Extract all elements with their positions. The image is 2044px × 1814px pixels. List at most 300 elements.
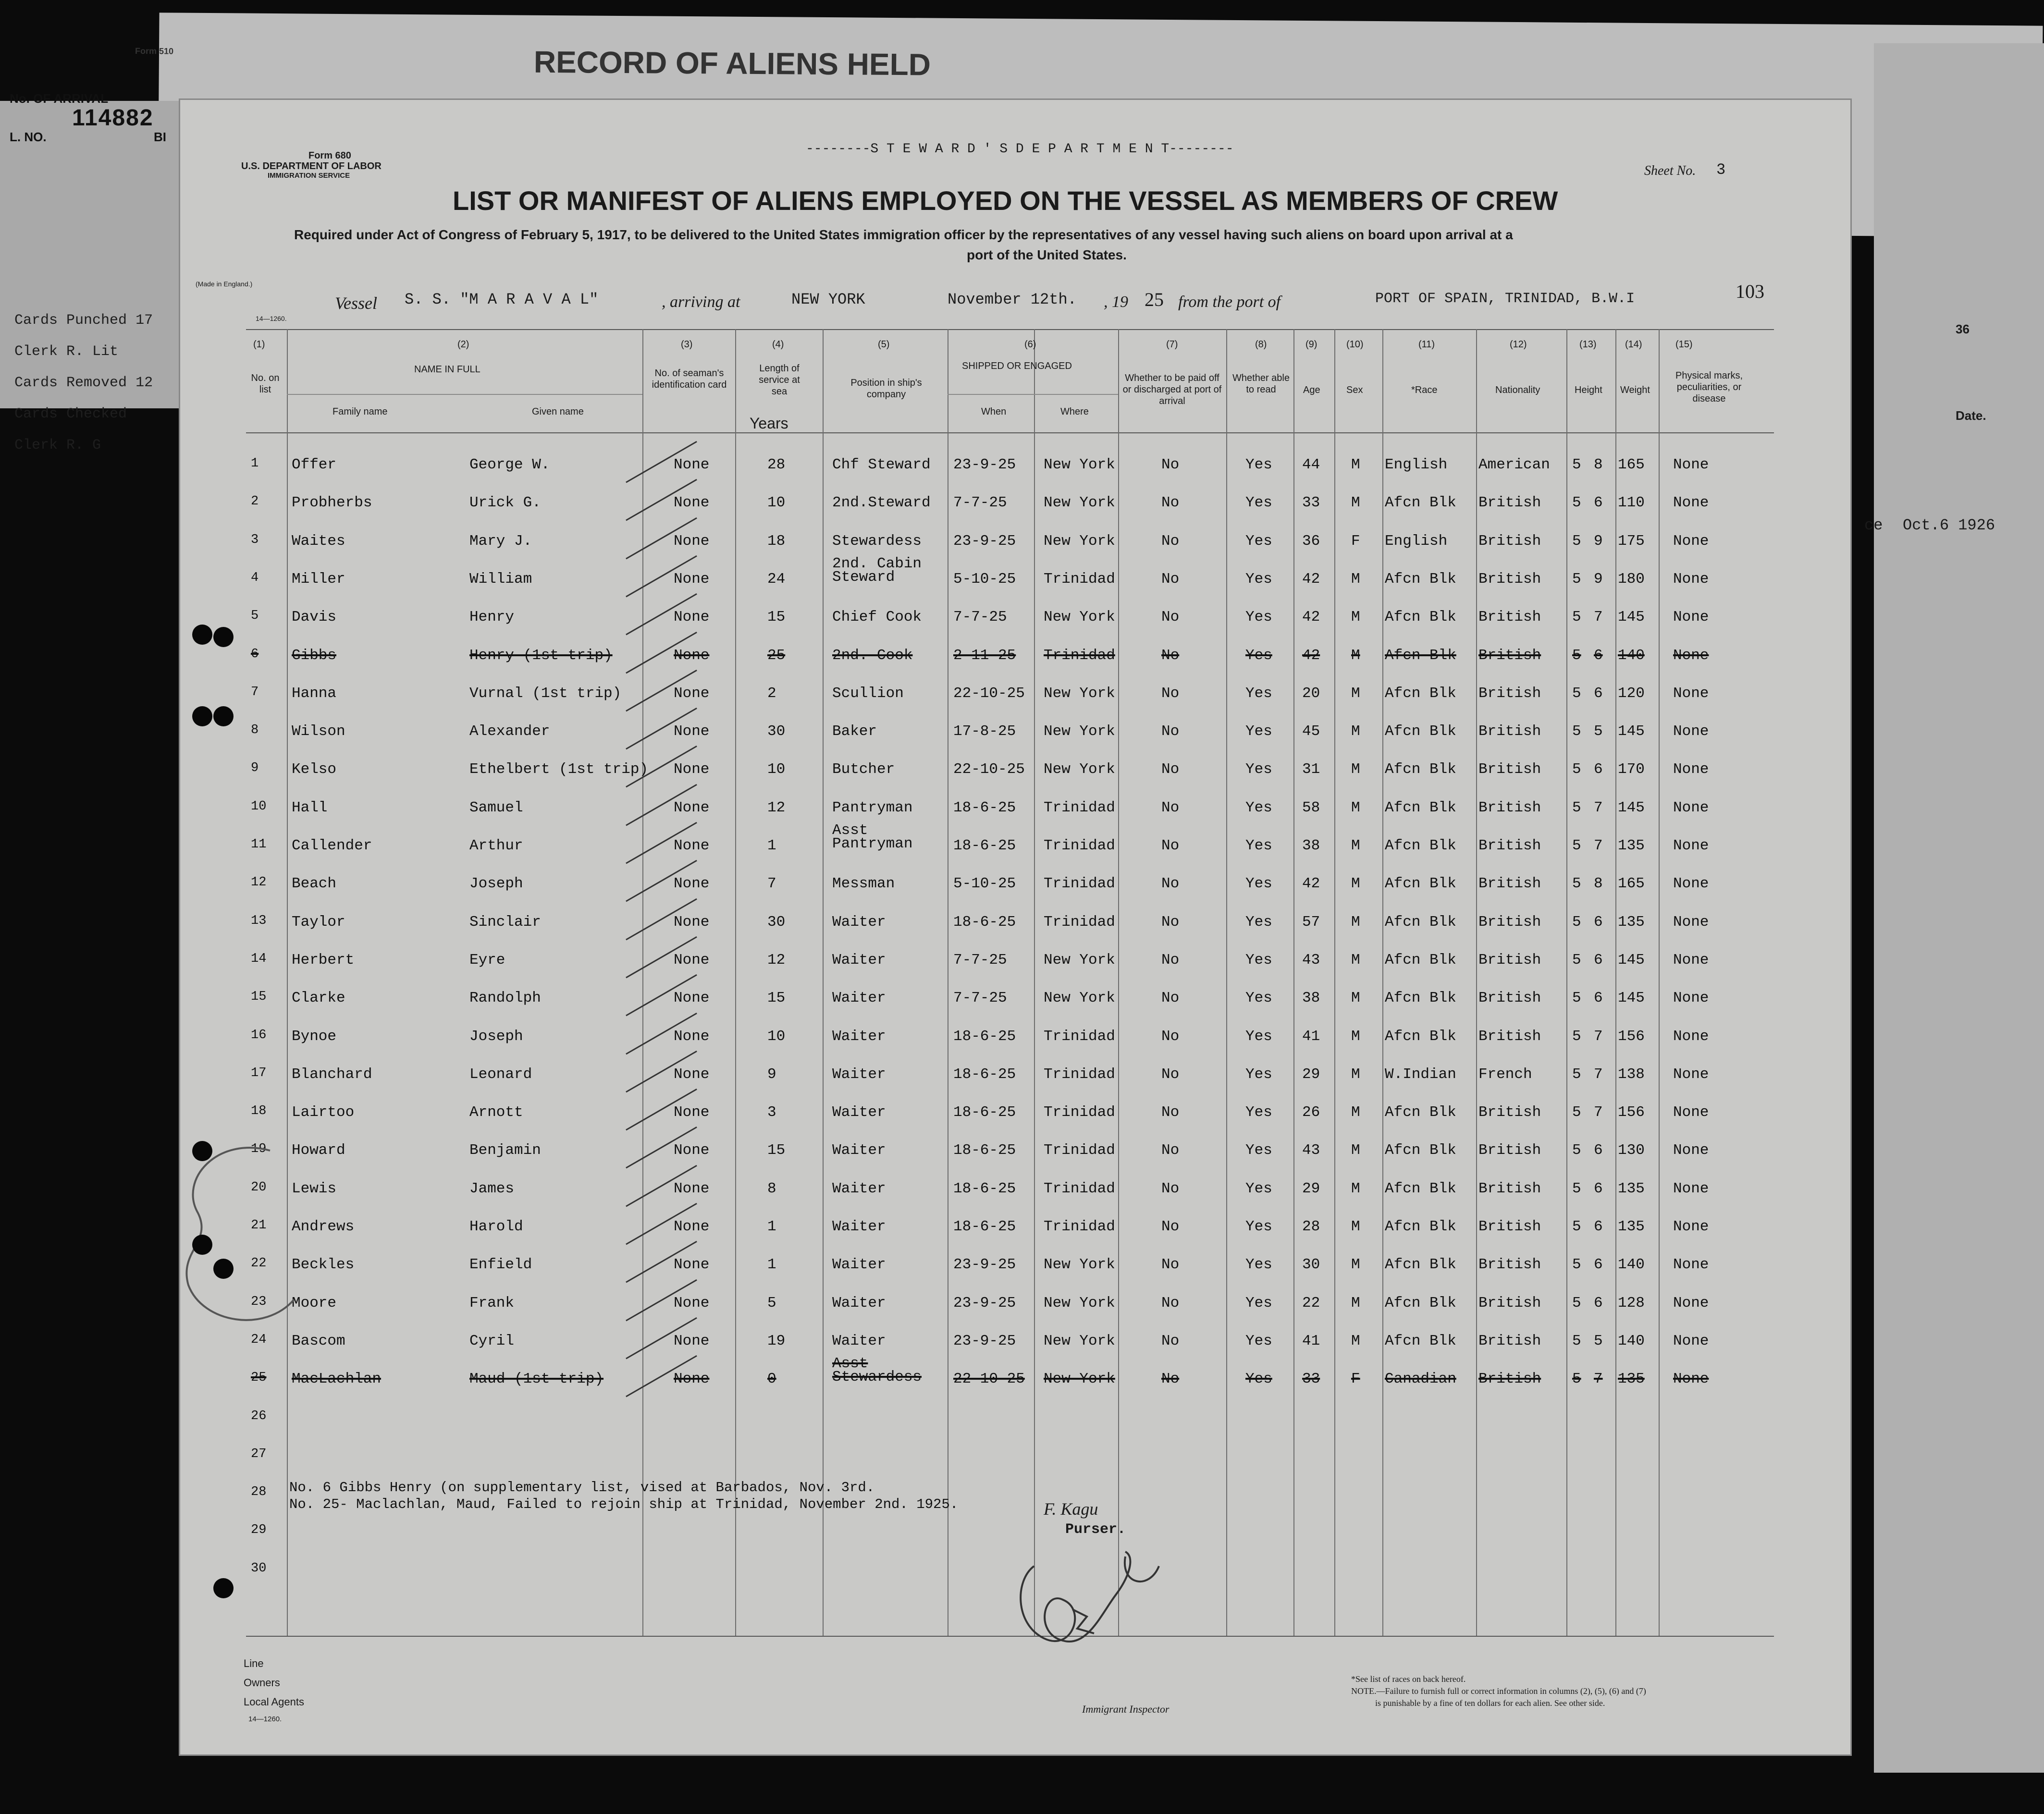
shipped-where: New York — [1044, 761, 1115, 778]
height-feet: 5 — [1572, 837, 1581, 854]
service-years: 10 — [767, 494, 786, 512]
weight: 145 — [1618, 951, 1645, 968]
position: Waiter — [832, 951, 886, 968]
physical-marks: None — [1673, 456, 1709, 473]
able-to-read: Yes — [1245, 761, 1272, 778]
height-inches: 6 — [1594, 913, 1603, 931]
nationality: British — [1478, 1180, 1541, 1197]
col-num: (7) — [1166, 339, 1178, 350]
col-caption-age: Age — [1303, 385, 1320, 395]
position: Pantryman — [832, 799, 913, 816]
shipped-where: New York — [1044, 951, 1115, 968]
weight: 156 — [1618, 1104, 1645, 1121]
shipped-when: 18-6-25 — [953, 913, 1016, 931]
position: Waiter — [832, 1218, 886, 1235]
year: 25 — [1145, 289, 1164, 310]
height-inches: 8 — [1594, 875, 1603, 893]
col-caption-where: Where — [1060, 406, 1089, 417]
row-no: 28 — [251, 1485, 267, 1500]
card-row-value: 12 — [135, 375, 153, 391]
service-years: 19 — [767, 1332, 786, 1349]
made-in-label: (Made in England.) — [196, 280, 253, 288]
row-no: 15 — [251, 990, 267, 1005]
family-name: Andrews — [292, 1218, 355, 1235]
position: Waiter — [832, 1142, 886, 1159]
col-num: (4) — [772, 339, 784, 350]
col-rule — [1566, 329, 1567, 1636]
height-feet: 5 — [1572, 990, 1581, 1007]
family-name: Clarke — [292, 990, 345, 1007]
nationality: British — [1478, 1332, 1541, 1349]
position: 2nd. Cook — [832, 647, 913, 664]
sheet-label: Sheet No. — [1644, 163, 1696, 178]
sex: M — [1351, 875, 1360, 893]
race: Afcn Blk — [1385, 761, 1456, 778]
height-inches: 7 — [1594, 1066, 1603, 1083]
physical-marks: None — [1673, 1294, 1709, 1311]
given-name: Joseph — [469, 1028, 523, 1045]
shipped-when: 7-7-25 — [953, 609, 1007, 626]
col-num: (8) — [1255, 339, 1267, 350]
age: 45 — [1302, 723, 1320, 740]
year-prefix: , 19 — [1104, 293, 1128, 311]
race: Afcn Blk — [1385, 799, 1456, 816]
service-years: 15 — [767, 990, 786, 1007]
arrival-date: November 12th. — [948, 291, 1077, 308]
nationality: British — [1478, 609, 1541, 626]
height-inches: 6 — [1594, 1256, 1603, 1274]
paid-off: No — [1161, 990, 1180, 1007]
age: 28 — [1302, 1218, 1320, 1235]
row-no: 7 — [251, 685, 259, 699]
shipped-where: New York — [1044, 1294, 1115, 1311]
height-inches: 6 — [1594, 1180, 1603, 1197]
given-name: Randolph — [469, 990, 541, 1007]
row-no: 16 — [251, 1028, 267, 1042]
age: 31 — [1302, 761, 1320, 778]
shipped-when: 23-9-25 — [953, 1256, 1016, 1274]
weight: 180 — [1618, 570, 1645, 588]
physical-marks: None — [1673, 723, 1709, 740]
race: Afcn Blk — [1385, 685, 1456, 702]
sex: M — [1351, 647, 1360, 664]
age: 42 — [1302, 647, 1320, 664]
age: 43 — [1302, 1142, 1320, 1159]
footer-print-code: 14—1260. — [248, 1715, 282, 1723]
shipped-when: 18-6-25 — [953, 837, 1016, 854]
race: Afcn Blk — [1385, 609, 1456, 626]
height-feet: 5 — [1572, 647, 1581, 664]
paid-off: No — [1161, 1294, 1180, 1311]
position: Scullion — [832, 685, 904, 702]
position: Waiter — [832, 1332, 886, 1349]
col-caption-race: *Race — [1411, 385, 1438, 395]
given-name: Cyril — [469, 1332, 515, 1349]
height-inches: 5 — [1594, 723, 1603, 740]
col-num: (13) — [1579, 339, 1597, 350]
position: Waiter — [832, 1294, 886, 1311]
row-no: 6 — [251, 647, 259, 662]
col-rule — [1118, 329, 1119, 1636]
weight: 140 — [1618, 1256, 1645, 1274]
shipped-where: New York — [1044, 1332, 1115, 1349]
shipped-when: 18-6-25 — [953, 1180, 1016, 1197]
family-name: Davis — [292, 609, 337, 626]
given-name: Arnott — [469, 1104, 523, 1121]
row-no: 10 — [251, 799, 267, 814]
given-name: Eyre — [469, 951, 505, 968]
col-num: (2) — [457, 339, 469, 350]
nationality: British — [1478, 951, 1541, 968]
col-num: (3) — [681, 339, 693, 350]
paid-off: No — [1161, 951, 1180, 968]
paid-off: No — [1161, 1332, 1180, 1349]
footer-owners-label: Owners — [244, 1677, 280, 1689]
shipped-where: Trinidad — [1044, 913, 1115, 931]
height-feet: 5 — [1572, 1332, 1581, 1349]
row-no: 25 — [251, 1371, 267, 1385]
height-feet: 5 — [1572, 570, 1581, 588]
punch-hole — [213, 706, 234, 726]
row-no: 11 — [251, 837, 267, 852]
card-row — [14, 437, 101, 454]
family-name: Lairtoo — [292, 1104, 355, 1121]
height-feet: 5 — [1572, 609, 1581, 626]
shipped-where: Trinidad — [1044, 875, 1115, 893]
weight: 156 — [1618, 1028, 1645, 1045]
row-no: 29 — [251, 1523, 267, 1538]
nationality: British — [1478, 761, 1541, 778]
physical-marks: None — [1673, 1066, 1709, 1083]
table-top-rule — [246, 329, 1774, 330]
col-caption-weight: Weight — [1620, 385, 1650, 395]
row-no: 21 — [251, 1218, 267, 1233]
weight: 135 — [1618, 837, 1645, 854]
physical-marks: None — [1673, 799, 1709, 816]
physical-marks: None — [1673, 1332, 1709, 1349]
shipped-where: Trinidad — [1044, 837, 1115, 854]
col-rule — [735, 329, 736, 1636]
seaman-card: None — [674, 685, 710, 702]
paid-off: No — [1161, 913, 1180, 931]
right-date-value: Oct.6 1926 — [1903, 516, 1995, 534]
height-feet: 5 — [1572, 532, 1581, 550]
service-years: 1 — [767, 1218, 776, 1235]
list-no-label: L. NO. — [10, 130, 47, 144]
weight: 145 — [1618, 799, 1645, 816]
col-rule — [1659, 329, 1660, 1636]
punch-hole — [192, 706, 212, 726]
service-years: 8 — [767, 1180, 776, 1197]
shipped-where: New York — [1044, 1256, 1115, 1274]
family-name: Herbert — [292, 951, 355, 968]
sex: M — [1351, 1180, 1360, 1197]
row-no: 30 — [251, 1561, 267, 1576]
shipped-where: Trinidad — [1044, 1104, 1115, 1121]
cards-record-card — [0, 91, 202, 454]
footer-inspector-label: Immigrant Inspector — [1082, 1703, 1170, 1715]
family-name: MacLachlan — [292, 1371, 382, 1388]
age: 38 — [1302, 990, 1320, 1007]
given-name: Sinclair — [469, 913, 541, 931]
age: 29 — [1302, 1066, 1320, 1083]
family-name: Beckles — [292, 1256, 355, 1274]
row-no: 9 — [251, 761, 259, 776]
given-name: Harold — [469, 1218, 523, 1235]
paid-off: No — [1161, 1066, 1180, 1083]
service-years: 25 — [767, 647, 786, 664]
height-feet: 5 — [1572, 1104, 1581, 1121]
print-code: 14—1260. — [256, 315, 287, 322]
age: 38 — [1302, 837, 1320, 854]
bill-label: BI — [154, 130, 166, 144]
service-years: 1 — [767, 1256, 776, 1274]
family-name: Howard — [292, 1142, 345, 1159]
col-caption-position: Position in ship's company — [850, 378, 922, 400]
shipped-when: 23-9-25 — [953, 532, 1016, 550]
able-to-read: Yes — [1245, 1180, 1272, 1197]
service-years: 3 — [767, 1104, 776, 1121]
departure-port: PORT OF SPAIN, TRINIDAD, B.W.I — [1375, 291, 1635, 307]
age: 20 — [1302, 685, 1320, 702]
sex: M — [1351, 990, 1360, 1007]
given-name: Samuel — [469, 799, 523, 816]
service-years: 9 — [767, 1066, 776, 1083]
row-no: 12 — [251, 875, 267, 890]
service-years: 15 — [767, 1142, 786, 1159]
able-to-read: Yes — [1245, 990, 1272, 1007]
paid-off: No — [1161, 875, 1180, 893]
height-inches: 6 — [1594, 1294, 1603, 1311]
family-name: Beach — [292, 875, 337, 893]
col-num: (1) — [253, 339, 265, 350]
row-no: 4 — [251, 570, 259, 585]
row-no: 8 — [251, 723, 259, 738]
given-name: William — [469, 570, 532, 588]
nationality: British — [1478, 990, 1541, 1007]
race: Afcn Blk — [1385, 647, 1456, 664]
position: Waiter — [832, 990, 886, 1007]
family-name: Taylor — [292, 913, 345, 931]
service-years: 1 — [767, 837, 776, 854]
height-inches: 9 — [1594, 532, 1603, 550]
right-number: 36 — [1956, 322, 1970, 336]
row-no: 19 — [251, 1142, 267, 1157]
height-feet: 5 — [1572, 1218, 1581, 1235]
height-inches: 6 — [1594, 647, 1603, 664]
col-rule — [1382, 329, 1383, 1636]
family-name: Gibbs — [292, 647, 337, 664]
paid-off: No — [1161, 494, 1180, 512]
sex: M — [1351, 456, 1360, 473]
able-to-read: Yes — [1245, 647, 1272, 664]
position: 2nd. Cabin Steward — [832, 555, 922, 586]
age: 42 — [1302, 570, 1320, 588]
punch-hole — [213, 627, 234, 647]
col-caption-card: No. of seaman's identification card — [652, 368, 727, 390]
weight: 165 — [1618, 875, 1645, 893]
age: 41 — [1302, 1332, 1320, 1349]
seaman-card: None — [674, 609, 710, 626]
col-caption-when: When — [981, 406, 1007, 417]
position: Chf Steward — [832, 456, 931, 473]
family-name: Probherbs — [292, 494, 372, 512]
age: 42 — [1302, 875, 1320, 893]
pencil-heart-mark — [160, 1141, 313, 1343]
sex: M — [1351, 951, 1360, 968]
service-years: 30 — [767, 913, 786, 931]
shipped-when: 18-6-25 — [953, 1218, 1016, 1235]
height-feet: 5 — [1572, 951, 1581, 968]
shipped-when: 23-9-25 — [953, 1294, 1016, 1311]
able-to-read: Yes — [1245, 1371, 1272, 1388]
service-years: 5 — [767, 1294, 776, 1311]
able-to-read: Yes — [1245, 570, 1272, 588]
height-feet: 5 — [1572, 1180, 1581, 1197]
col-rule — [1226, 329, 1227, 1636]
family-name: Lewis — [292, 1180, 337, 1197]
race: Afcn Blk — [1385, 1028, 1456, 1045]
row-no: 26 — [251, 1409, 267, 1423]
height-inches: 9 — [1594, 570, 1603, 588]
row-no: 1 — [251, 456, 259, 471]
height-inches: 6 — [1594, 951, 1603, 968]
position: Butcher — [832, 761, 895, 778]
position: Baker — [832, 723, 877, 740]
row-no: 3 — [251, 532, 259, 547]
age: 22 — [1302, 1294, 1320, 1311]
department-heading: --------S T E W A R D ' S D E P A R T M E N T-------- — [806, 142, 1234, 157]
nationality: British — [1478, 1142, 1541, 1159]
position: Waiter — [832, 1256, 886, 1274]
given-name: Vurnal (1st trip) — [469, 685, 622, 702]
form-no: Form 680 — [308, 150, 351, 161]
height-feet: 5 — [1572, 1256, 1581, 1274]
physical-marks: None — [1673, 494, 1709, 512]
shipped-when: 2-11-25 — [953, 647, 1016, 664]
able-to-read: Yes — [1245, 799, 1272, 816]
service-years: 7 — [767, 875, 776, 893]
arriving-label: , arriving at — [662, 293, 740, 311]
family-name: Callender — [292, 837, 372, 854]
able-to-read: Yes — [1245, 837, 1272, 854]
seaman-card: None — [674, 875, 710, 893]
col-rule — [1034, 329, 1035, 1636]
height-inches: 5 — [1594, 1332, 1603, 1349]
paid-off: No — [1161, 1104, 1180, 1121]
sex: M — [1351, 1142, 1360, 1159]
service-years: 18 — [767, 532, 786, 550]
sheet-no: 3 — [1716, 161, 1726, 179]
seaman-card: None — [674, 1256, 710, 1274]
sex: M — [1351, 837, 1360, 854]
age: 30 — [1302, 1256, 1320, 1274]
arrival-port: NEW YORK — [791, 291, 865, 308]
nationality: British — [1478, 1104, 1541, 1121]
card-row-label: Cards Punched — [14, 312, 127, 329]
height-inches: 6 — [1594, 761, 1603, 778]
col-caption-physical: Physical marks, peculiarities, or disease — [1675, 370, 1743, 404]
physical-marks: None — [1673, 609, 1709, 626]
able-to-read: Yes — [1245, 532, 1272, 550]
card-row-value: 17 — [135, 312, 153, 329]
record-title: RECORD OF ALIENS HELD — [533, 44, 931, 82]
col-rule — [823, 329, 824, 1636]
race: English — [1385, 456, 1448, 473]
race: Afcn Blk — [1385, 1256, 1456, 1274]
paid-off: No — [1161, 570, 1180, 588]
nationality: British — [1478, 1294, 1541, 1311]
col-num: (9) — [1305, 339, 1318, 350]
col-caption-family: Family name — [332, 406, 388, 417]
shipped-when: 7-7-25 — [953, 951, 1007, 968]
footer-line-label: Line — [244, 1657, 264, 1669]
shipped-when: 18-6-25 — [953, 1028, 1016, 1045]
age: 44 — [1302, 456, 1320, 473]
race: Afcn Blk — [1385, 875, 1456, 893]
background-right-sheet — [1864, 43, 2044, 1773]
age: 43 — [1302, 951, 1320, 968]
height-feet: 5 — [1572, 456, 1581, 473]
nationality: British — [1478, 647, 1541, 664]
seaman-card: None — [674, 990, 710, 1007]
height-feet: 5 — [1572, 723, 1581, 740]
seaman-card: None — [674, 951, 710, 968]
given-name: Henry (1st trip) — [469, 647, 613, 664]
race: Afcn Blk — [1385, 1294, 1456, 1311]
family-name: Moore — [292, 1294, 337, 1311]
weight: 140 — [1618, 647, 1645, 664]
seaman-card: None — [674, 532, 710, 550]
service-years: 10 — [767, 761, 786, 778]
nationality: British — [1478, 1256, 1541, 1274]
manifest-sheet — [179, 98, 1852, 1756]
height-inches: 6 — [1594, 990, 1603, 1007]
position: Chief Cook — [832, 609, 922, 626]
race: Afcn Blk — [1385, 1332, 1456, 1349]
family-name: Bynoe — [292, 1028, 337, 1045]
height-inches: 6 — [1594, 685, 1603, 702]
able-to-read: Yes — [1245, 913, 1272, 931]
race: Afcn Blk — [1385, 990, 1456, 1007]
footnote-2: NOTE.—Failure to furnish full or correct information in columns (2), (5), (6) and (7) — [1351, 1686, 1646, 1696]
able-to-read: Yes — [1245, 1256, 1272, 1274]
shipped-where: Trinidad — [1044, 1066, 1115, 1083]
col-caption-height: Height — [1575, 385, 1602, 395]
punch-hole — [213, 1259, 234, 1279]
shipped-where: Trinidad — [1044, 1218, 1115, 1235]
shipped-where: New York — [1044, 685, 1115, 702]
shipped-where: Trinidad — [1044, 1028, 1115, 1045]
nationality: British — [1478, 570, 1541, 588]
shipped-when: 23-9-25 — [953, 1332, 1016, 1349]
name-sub-rule — [287, 394, 642, 395]
height-feet: 5 — [1572, 875, 1581, 893]
sex: M — [1351, 685, 1360, 702]
weight: 135 — [1618, 1218, 1645, 1235]
col-rule — [642, 329, 643, 1636]
service-years: 2 — [767, 685, 776, 702]
sex: F — [1351, 532, 1360, 550]
position: Asst Stewardess — [832, 1355, 922, 1386]
weight: 145 — [1618, 723, 1645, 740]
physical-marks: None — [1673, 1142, 1709, 1159]
position: Stewardess — [832, 532, 922, 550]
row-no: 22 — [251, 1256, 267, 1271]
able-to-read: Yes — [1245, 456, 1272, 473]
col-num: (10) — [1346, 339, 1364, 350]
nationality: British — [1478, 1028, 1541, 1045]
